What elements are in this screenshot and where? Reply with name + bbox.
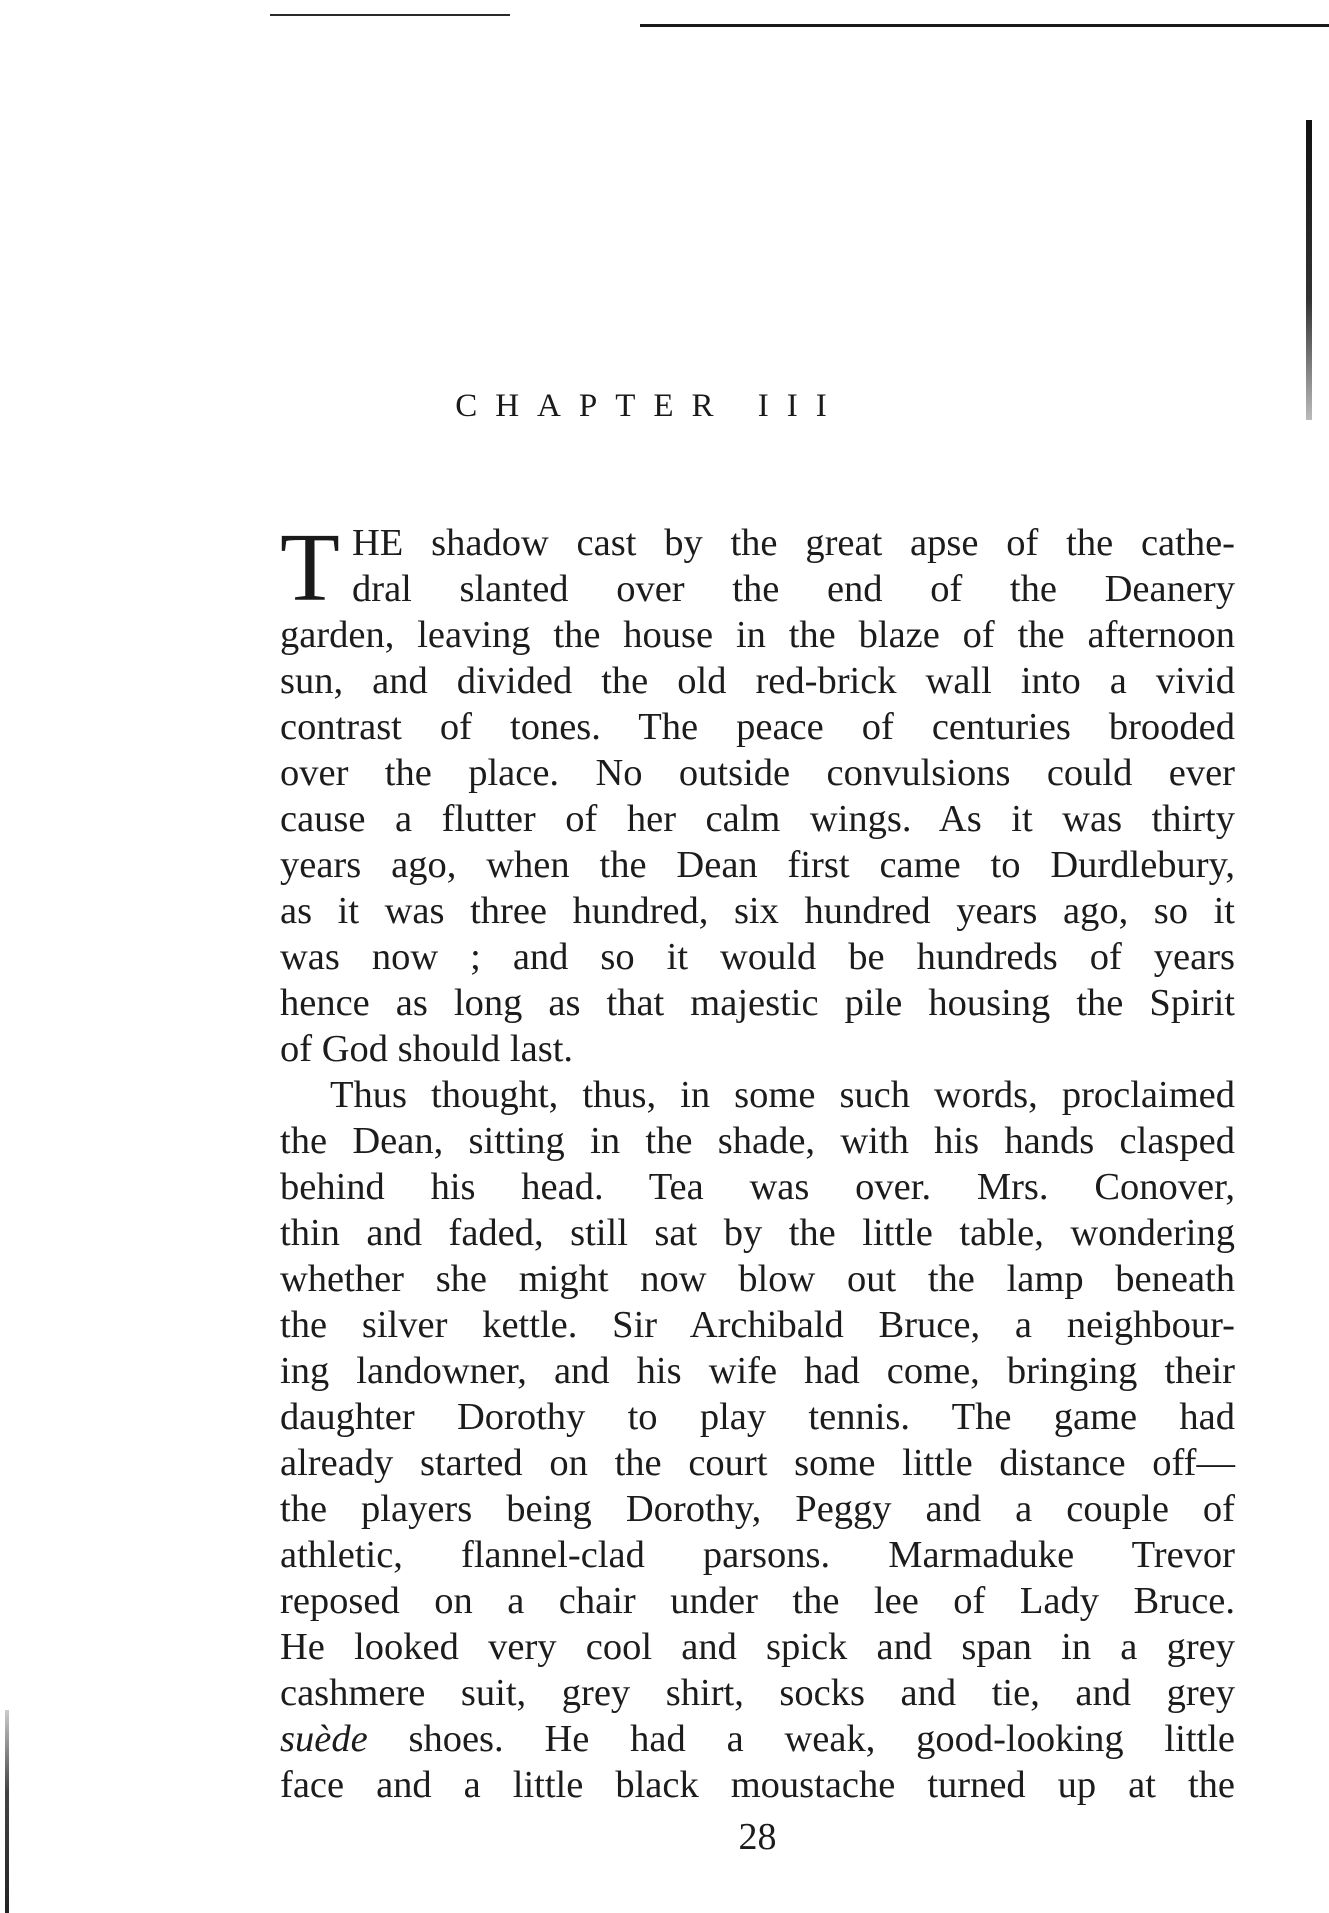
text-line: whether she might now blow out the lamp beneath xyxy=(280,1258,1235,1300)
text-line: of God should last. xyxy=(280,1028,574,1070)
line-text: HE shadow cast by the great apse of the cathe- xyxy=(352,522,1235,564)
scan-artifact-rule xyxy=(640,24,1329,27)
text-line: contrast of tones. The peace of centuries brooded xyxy=(280,706,1235,748)
text-line: ing landowner, and his wife had come, bringing their xyxy=(280,1350,1235,1392)
text-line xyxy=(280,1716,1235,1762)
text-line: daughter Dorothy to play tennis. The game had xyxy=(280,1396,1235,1438)
text-line: athletic, flannel-clad parsons. Marmaduke Trevor xyxy=(280,1534,1235,1576)
italic-word: suède xyxy=(280,1718,368,1760)
paragraph xyxy=(280,1072,1235,1808)
page-number: 28 xyxy=(738,1816,777,1858)
scan-artifact-rule xyxy=(270,14,510,16)
line-text: shoes. He had a weak, good-looking little xyxy=(367,1718,1235,1760)
text-line: years ago, when the Dean first came to Durdlebury, xyxy=(280,844,1235,886)
scan-artifact-edge xyxy=(5,1710,9,1913)
paragraph xyxy=(280,514,1235,1072)
text-line: already started on the court some little distance off— xyxy=(280,1442,1235,1484)
text-line: the Dean, sitting in the shade, with his hands clasped xyxy=(280,1120,1235,1162)
text-line: the silver kettle. Sir Archibald Bruce, a neighbour- xyxy=(280,1304,1235,1346)
text-line: over the place. No outside convulsions could ever xyxy=(280,752,1235,794)
text-line: was now ; and so it would be hundreds of years xyxy=(280,936,1235,978)
text-line: reposed on a chair under the lee of Lady Bruce. xyxy=(280,1580,1235,1622)
text-line: cause a flutter of her calm wings. As it was thirty xyxy=(280,798,1235,840)
body-text xyxy=(280,514,1235,1808)
text-line: thin and faded, still sat by the little table, wondering xyxy=(280,1212,1235,1254)
chapter-heading: CHAPTER III xyxy=(455,388,845,424)
text-line: hence as long as that majestic pile housing the Spirit xyxy=(280,982,1235,1024)
text-line: sun, and divided the old red-brick wall into a vivid xyxy=(280,660,1235,702)
text-line: behind his head. Tea was over. Mrs. Conover, xyxy=(280,1166,1235,1208)
text-line: face and a little black moustache turned up at the xyxy=(280,1764,1235,1806)
text-line: the players being Dorothy, Peggy and a couple of xyxy=(280,1488,1235,1530)
drop-cap: T xyxy=(280,514,340,622)
text-line: as it was three hundred, six hundred years ago, so it xyxy=(280,890,1235,932)
text-line: dral slanted over the end of the Deanery xyxy=(352,568,1235,610)
text-line: Thus thought, thus, in some such words, proclaimed xyxy=(330,1074,1235,1116)
text-line: He looked very cool and spick and span in a grey xyxy=(280,1626,1235,1668)
scan-artifact-edge xyxy=(1306,120,1312,420)
text-line: cashmere suit, grey shirt, socks and tie, and grey xyxy=(280,1672,1235,1714)
text-line: garden, leaving the house in the blaze of the afternoon xyxy=(280,614,1235,656)
